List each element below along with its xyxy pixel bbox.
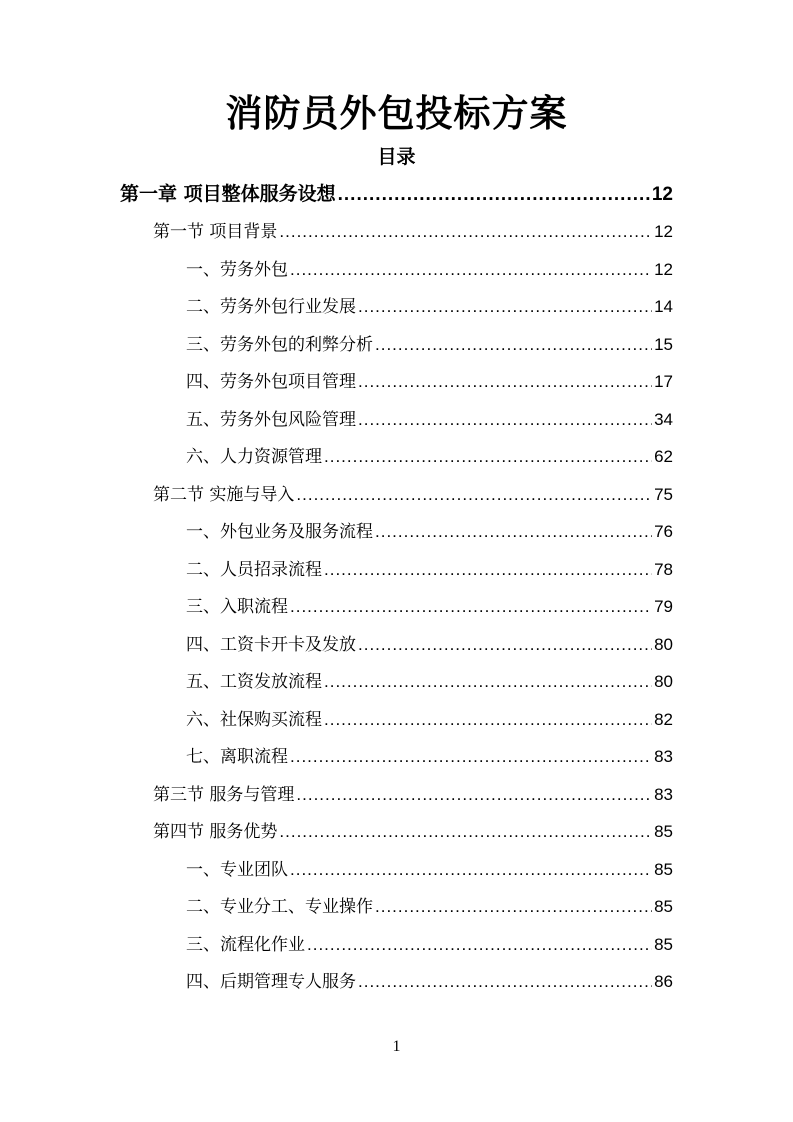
dot-leader [324, 663, 652, 700]
document-title: 消防员外包投标方案 [225, 92, 568, 135]
toc-label: 三、流程化作业 [186, 934, 305, 955]
toc-entry-item[interactable] [186, 401, 673, 438]
toc-page-number: 12 [651, 184, 673, 205]
toc-page-number: 34 [654, 409, 673, 429]
toc-entry-item[interactable] [186, 326, 673, 363]
toc-label: 第四节 服务优势 [153, 822, 278, 842]
toc-entry-item[interactable] [186, 513, 673, 550]
toc-label: 三、入职流程 [186, 597, 288, 617]
toc-entry-item[interactable] [186, 963, 673, 1000]
toc-entry-item[interactable] [186, 438, 673, 475]
toc-page-number: 76 [654, 522, 673, 541]
dot-leader [279, 813, 652, 850]
dot-leader [358, 963, 652, 1000]
toc-page-number: 80 [654, 672, 673, 691]
toc-page-number: 12 [654, 222, 673, 241]
toc-label: 一、劳务外包 [186, 259, 288, 280]
toc-label: 四、后期管理专人服务 [186, 972, 356, 992]
toc-entry-item[interactable] [186, 363, 673, 400]
dot-leader [324, 551, 652, 588]
dot-leader [296, 776, 652, 813]
toc-entry-section[interactable] [153, 213, 673, 250]
toc-entry-item[interactable] [186, 663, 673, 700]
toc-page-number: 75 [654, 484, 673, 504]
toc-label: 四、工资卡开卡及发放 [186, 634, 356, 655]
toc-page-number: 80 [654, 634, 673, 654]
toc-entry-section[interactable] [153, 476, 673, 513]
dot-leader [290, 251, 652, 288]
page-number: 1 [392, 1038, 401, 1055]
toc-entry-item[interactable] [186, 588, 673, 625]
toc-label: 一、专业团队 [186, 859, 288, 880]
dot-leader [279, 213, 652, 250]
toc-page-number: 62 [654, 447, 673, 466]
dot-leader [358, 288, 652, 325]
toc-entry-item[interactable] [186, 288, 673, 325]
dot-leader [358, 363, 652, 400]
dot-leader [296, 476, 652, 513]
dot-leader [375, 326, 652, 363]
toc-label: 三、劳务外包的利弊分析 [186, 334, 373, 355]
toc-label: 二、劳务外包行业发展 [186, 297, 356, 317]
dot-leader [307, 926, 652, 963]
toc-label: 五、工资发放流程 [186, 672, 322, 692]
toc-label: 第三节 服务与管理 [153, 784, 295, 805]
dot-leader [358, 401, 652, 438]
dot-leader [338, 176, 650, 213]
toc-entry-item[interactable] [186, 701, 673, 738]
toc-label: 第一节 项目背景 [153, 222, 278, 242]
toc-entry-item[interactable] [186, 851, 673, 888]
toc-entry-item[interactable] [186, 738, 673, 775]
toc-entry-item[interactable] [186, 888, 673, 925]
toc-heading: 目录 [377, 146, 416, 168]
toc-page-number: 83 [654, 747, 673, 766]
dot-leader [324, 701, 652, 738]
toc-entry-item[interactable] [186, 626, 673, 663]
toc-label: 六、社保购买流程 [186, 709, 322, 730]
toc-page-number: 15 [654, 334, 673, 354]
toc-label: 七、离职流程 [186, 747, 288, 767]
toc-label: 二、专业分工、专业操作 [186, 897, 373, 917]
dot-leader [290, 851, 652, 888]
toc-entry-section[interactable] [153, 776, 673, 813]
toc-label: 二、人员招录流程 [186, 559, 322, 580]
toc-label: 六、人力资源管理 [186, 447, 322, 467]
dot-leader [290, 738, 652, 775]
dot-leader [290, 588, 652, 625]
toc-entry-item[interactable] [186, 551, 673, 588]
toc-label: 第二节 实施与导入 [153, 484, 295, 505]
dot-leader [375, 513, 652, 550]
toc-page-number: 85 [654, 822, 673, 841]
toc-page-number: 79 [654, 597, 673, 616]
toc-page-number: 12 [654, 259, 673, 279]
toc-page-number: 82 [654, 709, 673, 729]
toc-page-number: 78 [654, 559, 673, 579]
dot-leader [324, 438, 652, 475]
toc-label: 第一章 项目整体服务设想 [120, 183, 336, 205]
toc-page-number: 85 [654, 859, 673, 879]
toc-page-number: 14 [654, 297, 673, 316]
toc-entry-section[interactable] [153, 813, 673, 850]
toc-page-number: 85 [654, 934, 673, 954]
toc-page-number: 17 [654, 372, 673, 391]
dot-leader [375, 888, 652, 925]
toc-page-number: 85 [654, 897, 673, 916]
toc-label: 四、劳务外包项目管理 [186, 372, 356, 392]
toc-page-number: 83 [654, 784, 673, 804]
toc-entry-chapter[interactable] [120, 176, 673, 213]
toc-entry-item[interactable] [186, 251, 673, 288]
toc-label: 一、外包业务及服务流程 [186, 522, 373, 542]
toc-entry-item[interactable] [186, 926, 673, 963]
toc-label: 五、劳务外包风险管理 [186, 409, 356, 430]
dot-leader [358, 626, 652, 663]
toc-page-number: 86 [654, 972, 673, 991]
